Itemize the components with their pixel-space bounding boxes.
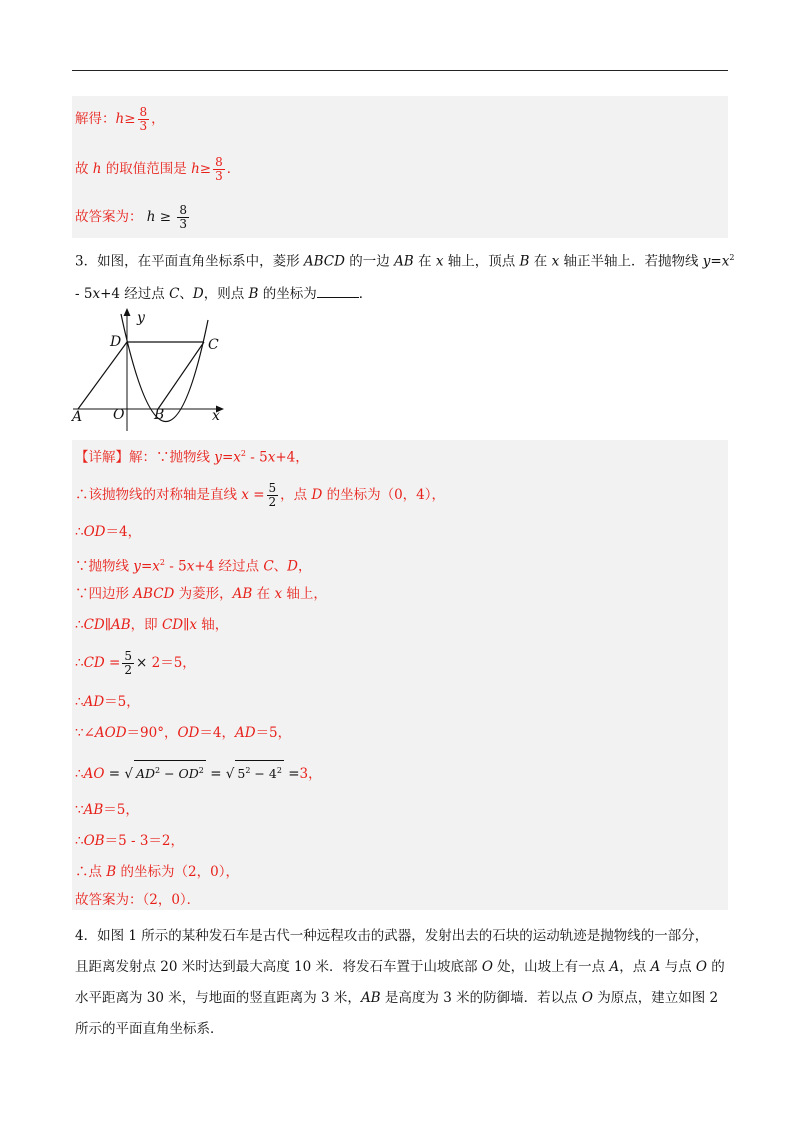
y-axis-arrow [124,308,131,316]
problem4-line-3: 水平距离为 30 米，与地面的竖直距离为 3 米，AB 是高度为 3 米的防御墙．若以点 O 为原点，建立如图 2 [75,990,719,1006]
problem4-line-2: 且距离发射点 20 米时达到最大高度 10 米．将发石车置于山坡底部 O 处，山坡上有一点 A，点 A 与点 O 的 [75,959,725,975]
solution-line-11: ∵AB＝5， [75,802,139,818]
rhombus-parabola-figure [68,306,238,436]
label-y: y [137,310,145,326]
solution-line-9: ∵∠AOD＝90°，OD＝4，AD＝5， [75,725,292,741]
label-a: A [72,409,83,425]
fraction: $\frac{8}{3}$ [215,155,223,183]
sqrt-expression: $AD^2 - OD^2$ [134,760,206,784]
problem3-line-2: - 5x+4 经过点 C、D，则点 B 的坐标为 ． [75,286,373,302]
solution-line-3: ∴OD＝4， [75,524,142,540]
solution-line-10: ∴AO = √ $AD^2 - OD^2$ = √ $5^2 - 4^2 =3$， [75,760,322,784]
side-cb [158,342,204,409]
label-c: C [208,337,219,353]
solution-line-8: ∴AD＝5， [75,694,140,710]
problem4-line-1: 4．如图 1 所示的某种发石车是古代一种远程攻击的武器，发射出去的石块的运动轨迹是抛物线的一部分， [75,928,709,944]
fraction: $\frac{5}{2}$ [124,649,132,677]
label-d: D [110,334,122,350]
solution-line-2: ∴该抛物线的对称轴是直线 x = $\frac{5}{2}$ ，点 D 的坐标为（0，4）， [75,481,446,509]
prev-solution-line-3: 故答案为： h ≥ $\frac{8}{3}$ [75,203,188,231]
label-o: O [113,407,125,423]
solution-line-4: ∵抛物线 $y=x^2 - 5x+4$ 经过点 C、D， [75,558,312,575]
fraction: $\frac{8}{3}$ [179,203,188,231]
header-rule [72,70,728,71]
answer-blank [317,285,359,298]
fraction: $\frac{5}{2}$ [268,481,277,509]
problem4-line-4: 所示的平面直角坐标系． [75,1021,224,1037]
solution-line-13: ∴点 B 的坐标为（2，0）， [75,864,239,880]
fraction: $\frac{8}{3}$ [139,105,148,133]
prev-solution-line-2: 故 h 的取值范围是 h≥ $\frac{8}{3}$ ． [75,155,241,183]
solution-line-12: ∴OB＝5 - 3＝2， [75,833,185,849]
solution-line-1: 【详解】解：∵抛物线 $y=x^2 - 5x+4$， [75,449,309,466]
solution-line-7: ∴CD = $\frac{5}{2}$ × 2＝5， [75,649,196,677]
label-b: B [154,407,165,423]
parabola-curve [121,314,208,422]
problem3-line-1: 3．如图，在平面直角坐标系中，菱形 ABCD 的一边 AB 在 x 轴上，顶点 B 在 x 轴正半轴上．若抛物线 $y=x^2$ [75,253,735,270]
label-x: x [212,408,220,424]
side-ad [78,342,127,409]
prev-solution-line-1: 解得：h≥ $\frac{8}{3}$ ， [75,105,165,133]
solution-line-14: 故答案为：（2，0）． [75,892,201,908]
solution-line-5: ∵四边形 ABCD 为菱形，AB 在 x 轴上， [75,586,327,602]
sqrt-expression: $5^2 - 4^2$ [235,760,284,784]
solution-line-6: ∴CD∥AB，即 CD∥x 轴， [75,617,229,633]
